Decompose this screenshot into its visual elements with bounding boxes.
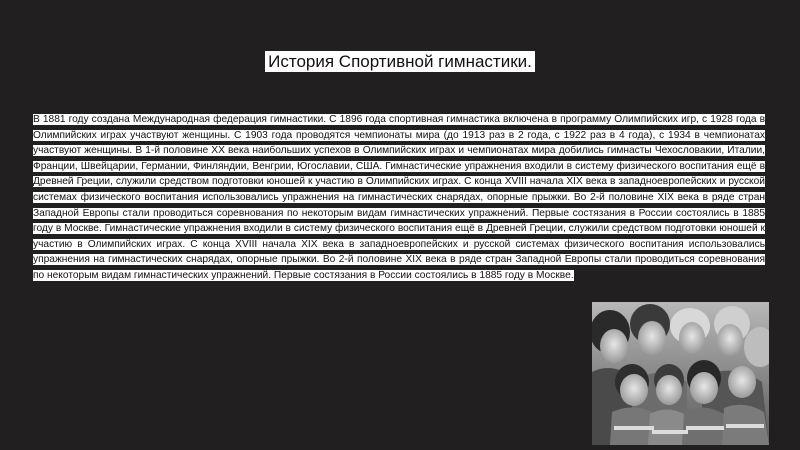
- slide-body: [33, 112, 765, 284]
- slide-title-text: История Спортивной гимнастики.: [265, 51, 535, 72]
- slide-body-text: В 1881 году создана Международная федерация гимнастики. С 1896 года спортивная гимнастика включена в программу Олимпийских игр, с 1928 года в Олимпийских играх участвуют женщины. С 1903 года проводятся чемпионаты мира (до 1913 раз в 2 года, с 1922 раз в 4 года), с 1934 в чемпионатах участвуют женщины. В 1-й половине XX века наибольших успехов в Олимпийских играх и чемпионатах мира добились гимнасты Чехословакии, Италии, Франции, Швейцарии, Германии, Финляндии, Венгрии, Югославии, США. Гимнастические упражнения входили в систему физического воспитания ещё в Древней Греции, служили средством подготовки юношей к участию в Олимпийских играх. С конца XVIII начала XIX века в западноевропейских и русской системах физического воспитания использовались упражнения на гимнастических снарядах, опорные прыжки. Во 2-й половине XIX века в ряде стран Западной Европы стали проводиться соревнования по некоторым видам гимнастических упражнений. Первые состязания в России состоялись в 1885 году в Москве. Гимнастические упражнения входили в систему физического воспитания ещё в Древней Греции, служили средством подготовки юношей к участию в Олимпийских играх. С конца XVIII начала XIX века в западноевропейских и русской системах физического воспитания использовались упражнения на гимнастических снарядах, опорные прыжки. Во 2-й половине XIX века в ряде стран Западной Европы стали проводиться соревнования по некоторым видам гимнастических упражнений. Первые состязания в России состоялись в 1885 году в Москве.: [33, 114, 765, 281]
- gymnasts-photo-image: [592, 302, 769, 445]
- slide-title: [244, 48, 556, 76]
- gymnasts-photo: [592, 302, 769, 445]
